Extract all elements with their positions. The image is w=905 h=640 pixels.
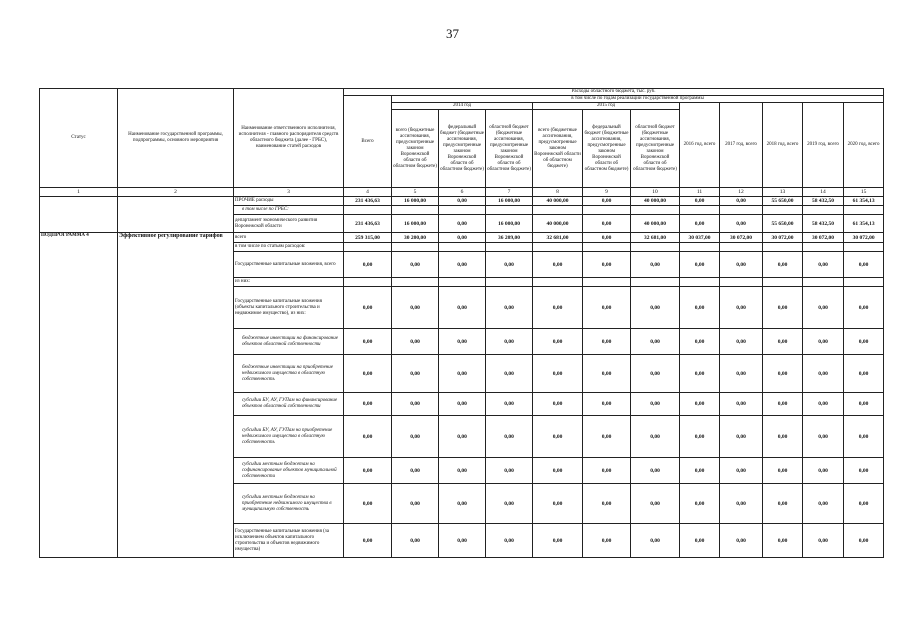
- value-cell: 0,00: [720, 416, 763, 458]
- column-number: 4: [344, 188, 392, 197]
- value-cell: 0,00: [392, 355, 439, 393]
- empty-cell: [344, 206, 392, 215]
- value-cell: 0,00: [720, 484, 763, 524]
- value-cell: 0,00: [680, 329, 720, 355]
- value-cell: 0,00: [680, 458, 720, 484]
- value-cell: 0,00: [392, 484, 439, 524]
- header-col-11: 2016 год, всего: [680, 103, 720, 188]
- empty-cell: [631, 278, 680, 287]
- value-cell: 0,00: [803, 329, 844, 355]
- header-total: Всего: [344, 96, 392, 188]
- column-number: 13: [763, 188, 803, 197]
- expense-item-label: субсидии БУ, АУ, ГУПам на приобретение недвижимого имущества в областную собственность: [234, 416, 344, 458]
- value-cell: 0,00: [583, 329, 631, 355]
- value-cell: 0,00: [392, 329, 439, 355]
- empty-cell: [680, 278, 720, 287]
- empty-cell: [631, 206, 680, 215]
- value-cell: 0,00: [439, 287, 486, 329]
- empty-cell: [583, 278, 631, 287]
- empty-cell: [803, 278, 844, 287]
- empty-cell: [720, 278, 763, 287]
- value-cell: 0,00: [583, 215, 631, 233]
- empty-cell: [533, 206, 583, 215]
- header-col-8: всего (бюджетные ассигнования, предусмотренные законом Воронежской области об областном бюджете): [533, 110, 583, 188]
- value-cell: 0,00: [803, 458, 844, 484]
- value-cell: 0,00: [803, 393, 844, 416]
- value-cell: 0,00: [720, 458, 763, 484]
- column-number: 9: [583, 188, 631, 197]
- value-cell: 0,00: [583, 393, 631, 416]
- value-cell: 0,00: [533, 416, 583, 458]
- value-cell: 0,00: [763, 355, 803, 393]
- value-cell: 30 072,00: [803, 233, 844, 243]
- column-number: 14: [803, 188, 844, 197]
- column-number: 5: [392, 188, 439, 197]
- expense-item-label: в том числе по ГРБС:: [234, 206, 344, 215]
- value-cell: 0,00: [533, 355, 583, 393]
- value-cell: 0,00: [844, 329, 884, 355]
- header-col-12: 2017 год, всего: [720, 103, 763, 188]
- value-cell: 0,00: [392, 416, 439, 458]
- value-cell: 0,00: [803, 524, 844, 558]
- empty-cell: [844, 278, 884, 287]
- empty-cell: [392, 206, 439, 215]
- value-cell: 0,00: [486, 524, 533, 558]
- header-program-name: Наименование государственной программы, подпрограммы, основного мероприятия: [118, 89, 234, 188]
- empty-cell: [844, 243, 884, 252]
- value-cell: 0,00: [763, 252, 803, 278]
- value-cell: 259 315,00: [344, 233, 392, 243]
- empty-cell: [344, 278, 392, 287]
- value-cell: 0,00: [844, 484, 884, 524]
- value-cell: 0,00: [631, 484, 680, 524]
- value-cell: 0,00: [392, 252, 439, 278]
- empty-cell: [680, 243, 720, 252]
- page-number: 37: [446, 26, 459, 41]
- value-cell: 61 354,13: [844, 197, 884, 206]
- value-cell: 0,00: [844, 458, 884, 484]
- value-cell: 0,00: [583, 287, 631, 329]
- value-cell: 231 436,63: [344, 197, 392, 206]
- value-cell: 0,00: [803, 416, 844, 458]
- header-col-13: 2018 год, всего: [763, 103, 803, 188]
- value-cell: 0,00: [439, 329, 486, 355]
- value-cell: 36 209,00: [486, 233, 533, 243]
- empty-cell: [720, 206, 763, 215]
- program-name-cell: [118, 197, 234, 233]
- value-cell: 0,00: [439, 197, 486, 206]
- value-cell: 231 436,63: [344, 215, 392, 233]
- value-cell: 0,00: [533, 252, 583, 278]
- value-cell: 55 650,00: [763, 197, 803, 206]
- empty-cell: [583, 206, 631, 215]
- value-cell: 0,00: [583, 233, 631, 243]
- empty-cell: [720, 243, 763, 252]
- value-cell: 0,00: [680, 355, 720, 393]
- header-col-9: федеральный бюджет (бюджетные ассигнования, предусмотренные законом Воронежской области об областном бюджете): [583, 110, 631, 188]
- value-cell: 0,00: [631, 287, 680, 329]
- value-cell: 0,00: [631, 458, 680, 484]
- value-cell: 0,00: [486, 287, 533, 329]
- value-cell: 0,00: [583, 197, 631, 206]
- expense-item-label: бюджетные инвестиции на финансирование объектов областной собственности: [234, 329, 344, 355]
- value-cell: 58 432,50: [803, 215, 844, 233]
- value-cell: 0,00: [631, 252, 680, 278]
- value-cell: 0,00: [720, 252, 763, 278]
- header-status: Статус: [40, 89, 118, 188]
- value-cell: 0,00: [439, 393, 486, 416]
- value-cell: 16 000,00: [392, 197, 439, 206]
- column-number: 7: [486, 188, 533, 197]
- table-row: [40, 233, 884, 243]
- empty-cell: [631, 243, 680, 252]
- value-cell: 0,00: [803, 252, 844, 278]
- value-cell: 0,00: [680, 197, 720, 206]
- value-cell: 0,00: [439, 252, 486, 278]
- value-cell: 0,00: [583, 458, 631, 484]
- value-cell: 0,00: [392, 287, 439, 329]
- header-by-years: в том числе по годам реализации государственной программы: [392, 96, 884, 103]
- value-cell: 0,00: [844, 524, 884, 558]
- value-cell: 0,00: [631, 329, 680, 355]
- header-year-2015: 2015 год: [533, 103, 680, 110]
- empty-cell: [583, 243, 631, 252]
- expense-item-label: Государственные капитальные вложения (за исключением объектов капитального строительства и объектов недвижимого имущества): [234, 524, 344, 558]
- value-cell: 0,00: [720, 329, 763, 355]
- column-number: 3: [234, 188, 344, 197]
- expense-item-label: департамент экономического развития Воронежской области: [234, 215, 344, 233]
- value-cell: 0,00: [720, 197, 763, 206]
- value-cell: 0,00: [583, 416, 631, 458]
- value-cell: 0,00: [844, 287, 884, 329]
- value-cell: 0,00: [583, 355, 631, 393]
- value-cell: 30 072,00: [720, 233, 763, 243]
- value-cell: 32 681,00: [533, 233, 583, 243]
- empty-cell: [392, 243, 439, 252]
- expense-item-label: субсидии местным бюджетам на приобретение недвижимого имущества в муниципальную собственность: [234, 484, 344, 524]
- value-cell: 0,00: [720, 287, 763, 329]
- value-cell: 0,00: [439, 524, 486, 558]
- header-col-7: областной бюджет (бюджетные ассигнования, предусмотренные законом Воронежской области об областном бюджете): [486, 110, 533, 188]
- column-number: 15: [844, 188, 884, 197]
- empty-cell: [533, 243, 583, 252]
- value-cell: 58 432,50: [803, 197, 844, 206]
- value-cell: 0,00: [583, 484, 631, 524]
- empty-cell: [439, 206, 486, 215]
- empty-cell: [803, 206, 844, 215]
- header-col-14: 2019 год, всего: [803, 103, 844, 188]
- value-cell: 40 000,00: [631, 215, 680, 233]
- value-cell: 40 000,00: [533, 215, 583, 233]
- header-col-6: федеральный бюджет (бюджетные ассигнования, предусмотренные законом Воронежской области об областном бюджете): [439, 110, 486, 188]
- empty-cell: [486, 206, 533, 215]
- value-cell: 0,00: [392, 524, 439, 558]
- value-cell: 0,00: [486, 458, 533, 484]
- value-cell: 0,00: [486, 416, 533, 458]
- value-cell: 0,00: [631, 393, 680, 416]
- value-cell: 0,00: [486, 393, 533, 416]
- value-cell: 0,00: [763, 393, 803, 416]
- value-cell: 30 072,00: [844, 233, 884, 243]
- value-cell: 0,00: [439, 416, 486, 458]
- expense-item-label: Государственные капитальные вложения (объекты капитального строительства и недвижимое имущество), из них:: [234, 287, 344, 329]
- header-executor: Наименование ответственного исполнителя, исполнителя - главного распорядителя средств областного бюджета (далее - ГРБС), наименование статей расходов: [234, 89, 344, 188]
- column-number: 10: [631, 188, 680, 197]
- empty-cell: [680, 206, 720, 215]
- value-cell: 61 354,13: [844, 215, 884, 233]
- value-cell: 0,00: [533, 393, 583, 416]
- value-cell: 0,00: [486, 355, 533, 393]
- value-cell: 0,00: [344, 252, 392, 278]
- value-cell: 30 200,00: [392, 233, 439, 243]
- value-cell: 0,00: [344, 524, 392, 558]
- value-cell: 0,00: [631, 416, 680, 458]
- header-col-15: 2020 год, всего: [844, 103, 884, 188]
- value-cell: 0,00: [763, 458, 803, 484]
- empty-cell: [486, 278, 533, 287]
- value-cell: 0,00: [533, 458, 583, 484]
- header-col-5: всего (бюджетные ассигнования, предусмотренные законом Воронежской области об областном бюджете): [392, 110, 439, 188]
- expense-item-label: в том числе по статьям расходов:: [234, 243, 344, 252]
- value-cell: 0,00: [344, 393, 392, 416]
- value-cell: 32 681,00: [631, 233, 680, 243]
- column-number: 11: [680, 188, 720, 197]
- status-cell: [40, 197, 118, 233]
- expense-item-label: бюджетные инвестиции на приобретение недвижимого имущества в областную собственность: [234, 355, 344, 393]
- value-cell: 0,00: [763, 416, 803, 458]
- value-cell: 0,00: [803, 355, 844, 393]
- value-cell: 0,00: [763, 524, 803, 558]
- value-cell: 16 000,00: [486, 197, 533, 206]
- value-cell: 0,00: [583, 252, 631, 278]
- value-cell: 0,00: [392, 458, 439, 484]
- value-cell: 0,00: [631, 524, 680, 558]
- value-cell: 0,00: [344, 458, 392, 484]
- header-col-10: областной бюджет (бюджетные ассигнования, предусмотренные законом Воронежской области об областном бюджете): [631, 110, 680, 188]
- value-cell: 0,00: [583, 524, 631, 558]
- value-cell: 16 000,00: [392, 215, 439, 233]
- table-row: [40, 197, 884, 206]
- empty-cell: [533, 278, 583, 287]
- status-cell: ПОДПРОГРАММА 4: [40, 233, 118, 558]
- value-cell: 0,00: [763, 329, 803, 355]
- value-cell: 0,00: [844, 416, 884, 458]
- value-cell: 0,00: [844, 393, 884, 416]
- value-cell: 0,00: [803, 287, 844, 329]
- column-number: 1: [40, 188, 118, 197]
- header-expenses: Расходы областного бюджета, тыс. руб.: [344, 89, 884, 96]
- empty-cell: [803, 243, 844, 252]
- value-cell: 0,00: [439, 215, 486, 233]
- empty-cell: [344, 243, 392, 252]
- value-cell: 0,00: [439, 484, 486, 524]
- empty-cell: [844, 206, 884, 215]
- value-cell: 0,00: [763, 287, 803, 329]
- value-cell: 0,00: [533, 329, 583, 355]
- value-cell: 0,00: [631, 355, 680, 393]
- empty-cell: [763, 278, 803, 287]
- value-cell: 0,00: [720, 393, 763, 416]
- value-cell: 0,00: [720, 215, 763, 233]
- value-cell: 0,00: [439, 233, 486, 243]
- value-cell: 0,00: [720, 355, 763, 393]
- header-year-2014: 2014 год: [392, 103, 533, 110]
- program-name-cell: Эффективное регулирование тарифов: [118, 233, 234, 558]
- value-cell: 0,00: [439, 355, 486, 393]
- value-cell: 0,00: [344, 355, 392, 393]
- value-cell: 0,00: [803, 484, 844, 524]
- value-cell: 0,00: [439, 458, 486, 484]
- value-cell: 0,00: [680, 287, 720, 329]
- value-cell: 0,00: [680, 416, 720, 458]
- column-number: 12: [720, 188, 763, 197]
- value-cell: 0,00: [344, 287, 392, 329]
- value-cell: 0,00: [720, 524, 763, 558]
- value-cell: 0,00: [486, 252, 533, 278]
- value-cell: 0,00: [533, 287, 583, 329]
- value-cell: 55 650,00: [763, 215, 803, 233]
- value-cell: 40 000,00: [533, 197, 583, 206]
- expense-item-label: Государственные капитальные вложения, всего: [234, 252, 344, 278]
- empty-cell: [392, 278, 439, 287]
- value-cell: 30 037,00: [680, 233, 720, 243]
- value-cell: 0,00: [533, 484, 583, 524]
- value-cell: 0,00: [763, 484, 803, 524]
- expense-item-label: субсидии БУ, АУ, ГУПам на финансирование объектов областной собственности: [234, 393, 344, 416]
- empty-cell: [486, 243, 533, 252]
- value-cell: 0,00: [486, 484, 533, 524]
- value-cell: 0,00: [533, 524, 583, 558]
- value-cell: 0,00: [392, 393, 439, 416]
- value-cell: 0,00: [844, 252, 884, 278]
- value-cell: 16 000,00: [486, 215, 533, 233]
- value-cell: 0,00: [680, 484, 720, 524]
- value-cell: 40 000,00: [631, 197, 680, 206]
- value-cell: 0,00: [344, 416, 392, 458]
- column-number: 8: [533, 188, 583, 197]
- expenses-table: [39, 88, 884, 558]
- value-cell: 0,00: [680, 524, 720, 558]
- value-cell: 0,00: [680, 252, 720, 278]
- value-cell: 0,00: [344, 484, 392, 524]
- expense-item-label: всего: [234, 233, 344, 243]
- empty-cell: [763, 243, 803, 252]
- value-cell: 0,00: [680, 393, 720, 416]
- value-cell: 0,00: [344, 329, 392, 355]
- value-cell: 0,00: [844, 355, 884, 393]
- empty-cell: [439, 243, 486, 252]
- empty-cell: [763, 206, 803, 215]
- column-number: 6: [439, 188, 486, 197]
- value-cell: 0,00: [680, 215, 720, 233]
- value-cell: 30 072,00: [763, 233, 803, 243]
- value-cell: 0,00: [486, 329, 533, 355]
- expense-item-label: ПРОЧИЕ расходы: [234, 197, 344, 206]
- empty-cell: [439, 278, 486, 287]
- expense-item-label: субсидии местным бюджетам на софинансирование объектов муниципальной собственности: [234, 458, 344, 484]
- column-number: 2: [118, 188, 234, 197]
- expense-item-label: из них:: [234, 278, 344, 287]
